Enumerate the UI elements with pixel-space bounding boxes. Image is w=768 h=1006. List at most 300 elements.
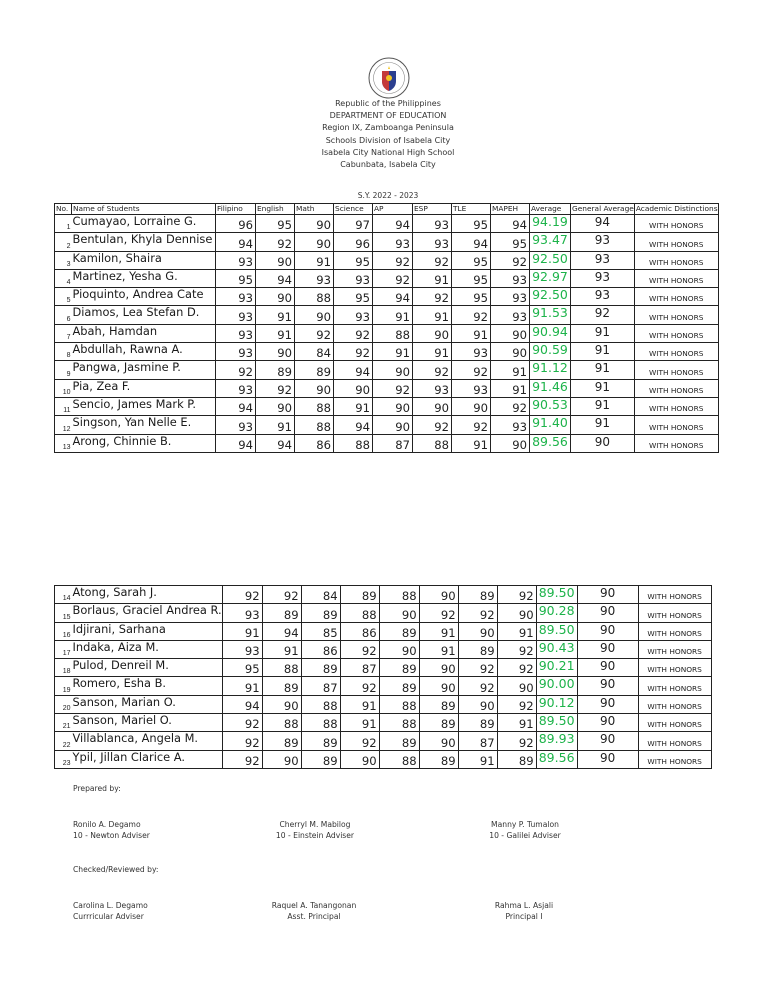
- grade-mapeh: 92: [497, 640, 536, 658]
- average-value: 91.40: [530, 416, 571, 434]
- table-row: [55, 215, 719, 233]
- grade-mapeh: 95: [491, 233, 530, 251]
- grade-tle: 89: [458, 714, 497, 732]
- grade-math: 90: [295, 215, 334, 233]
- grade-math: 84: [295, 343, 334, 361]
- grade-mapeh: 90: [491, 324, 530, 342]
- general-average-value: 90: [577, 732, 638, 750]
- grade-mapeh: 91: [491, 379, 530, 397]
- general-average-value: 91: [571, 361, 635, 379]
- grade-filipino: 94: [222, 695, 262, 713]
- table-body-page2: [55, 586, 712, 769]
- average-value: 90.53: [530, 397, 571, 415]
- distinction-label: WITH HONORS: [634, 379, 718, 397]
- general-average-value: 90: [577, 622, 638, 640]
- col-header-ap: AP: [373, 204, 413, 215]
- grade-science: 94: [334, 416, 373, 434]
- table-row: [55, 251, 719, 269]
- general-average-value: 91: [571, 397, 635, 415]
- grade-ap: 91: [373, 306, 413, 324]
- col-header-math: Math: [295, 204, 334, 215]
- grade-mapeh: 92: [497, 732, 536, 750]
- table-row: [55, 677, 712, 695]
- student-name: Abdullah, Rawna A.: [72, 343, 216, 361]
- grade-esp: 90: [419, 659, 458, 677]
- col-header-english: English: [256, 204, 295, 215]
- grade-science: 91: [334, 397, 373, 415]
- signatory-role: Asst. Principal: [287, 912, 341, 921]
- table-row: [55, 714, 712, 732]
- table-row: [55, 640, 712, 658]
- student-number: 23: [55, 750, 72, 768]
- grade-english: 90: [256, 288, 295, 306]
- table-row: [55, 397, 719, 415]
- grade-english: 94: [256, 434, 295, 452]
- grade-math: 88: [295, 416, 334, 434]
- col-header-no: No.: [55, 204, 72, 215]
- grade-filipino: 93: [216, 343, 256, 361]
- average-value: 89.50: [536, 586, 577, 604]
- grade-math: 88: [295, 397, 334, 415]
- grade-english: 94: [262, 622, 301, 640]
- grade-tle: 95: [452, 215, 491, 233]
- distinction-label: WITH HONORS: [638, 750, 711, 768]
- grade-mapeh: 90: [491, 434, 530, 452]
- grade-english: 91: [256, 416, 295, 434]
- grade-esp: 91: [419, 622, 458, 640]
- general-average-value: 92: [571, 306, 635, 324]
- grade-tle: 90: [458, 622, 497, 640]
- student-number: 3: [55, 251, 72, 269]
- student-number: 19: [55, 677, 72, 695]
- student-name: Cumayao, Lorraine G.: [72, 215, 216, 233]
- table-row: [55, 324, 719, 342]
- signatory-einstein-adviser: [255, 819, 375, 841]
- grade-esp: 90: [413, 324, 452, 342]
- col-header-general-average: General Average: [572, 204, 634, 213]
- grade-english: 94: [256, 269, 295, 287]
- grade-math: 92: [295, 324, 334, 342]
- grade-math: 88: [301, 714, 340, 732]
- grade-math: 87: [301, 677, 340, 695]
- grade-ap: 88: [379, 695, 419, 713]
- grade-english: 88: [262, 714, 301, 732]
- signatory-principal: [464, 900, 584, 922]
- grade-tle: 90: [452, 397, 491, 415]
- distinction-label: WITH HONORS: [638, 677, 711, 695]
- student-number: 15: [55, 604, 72, 622]
- grade-math: 89: [301, 659, 340, 677]
- grade-science: 89: [340, 586, 379, 604]
- grade-filipino: 91: [222, 622, 262, 640]
- grade-science: 94: [334, 361, 373, 379]
- grade-math: 89: [301, 732, 340, 750]
- grade-filipino: 93: [216, 306, 256, 324]
- grade-mapeh: 93: [491, 269, 530, 287]
- grade-tle: 95: [452, 269, 491, 287]
- table-row: [55, 434, 719, 452]
- grade-esp: 89: [419, 750, 458, 768]
- grade-math: 90: [295, 379, 334, 397]
- grade-esp: 92: [413, 288, 452, 306]
- distinction-label: WITH HONORS: [634, 215, 718, 233]
- grade-tle: 93: [452, 343, 491, 361]
- grade-esp: 91: [419, 640, 458, 658]
- table-row: [55, 622, 712, 640]
- grade-math: 86: [301, 640, 340, 658]
- student-number: 12: [55, 416, 72, 434]
- grade-mapeh: 91: [491, 361, 530, 379]
- table-row: [55, 750, 712, 768]
- average-value: 90.59: [530, 343, 571, 361]
- grade-english: 92: [256, 379, 295, 397]
- grade-math: 84: [301, 586, 340, 604]
- grade-tle: 95: [452, 288, 491, 306]
- grade-science: 88: [334, 434, 373, 452]
- grade-esp: 90: [419, 677, 458, 695]
- average-value: 89.56: [536, 750, 577, 768]
- average-value: 91.46: [530, 379, 571, 397]
- average-value: 90.43: [536, 640, 577, 658]
- grade-ap: 90: [379, 604, 419, 622]
- average-value: 90.00: [536, 677, 577, 695]
- grade-english: 91: [256, 324, 295, 342]
- grade-mapeh: 90: [491, 343, 530, 361]
- grade-math: 85: [301, 622, 340, 640]
- average-value: 90.94: [530, 324, 571, 342]
- grade-tle: 87: [458, 732, 497, 750]
- signatory-newton-adviser: [73, 819, 150, 841]
- student-number: 18: [55, 659, 72, 677]
- table-row: [55, 343, 719, 361]
- student-number: 1: [55, 215, 72, 233]
- prepared-by-label: Prepared by:: [73, 784, 121, 793]
- table-row: [55, 288, 719, 306]
- student-name: Idjirani, Sarhana: [72, 622, 223, 640]
- signatory-name: Rahma L. Asjali: [494, 901, 554, 910]
- grade-english: 92: [256, 233, 295, 251]
- average-value: 90.12: [536, 695, 577, 713]
- grade-math: 89: [295, 361, 334, 379]
- grade-ap: 92: [373, 269, 413, 287]
- grade-science: 90: [334, 379, 373, 397]
- grade-esp: 91: [413, 306, 452, 324]
- signatory-name: Manny P. Tumalon: [491, 820, 559, 829]
- grade-filipino: 92: [216, 361, 256, 379]
- average-value: 90.28: [536, 604, 577, 622]
- student-number: 16: [55, 622, 72, 640]
- grade-english: 90: [256, 397, 295, 415]
- grade-ap: 89: [379, 659, 419, 677]
- grade-esp: 92: [413, 251, 452, 269]
- table-row: [55, 306, 719, 324]
- grade-filipino: 93: [222, 640, 262, 658]
- letterhead-line: Schools Division of Isabela City: [325, 135, 451, 145]
- grade-science: 92: [334, 324, 373, 342]
- table-row: [55, 659, 712, 677]
- grade-filipino: 91: [222, 677, 262, 695]
- student-number: 20: [55, 695, 72, 713]
- grade-mapeh: 89: [497, 750, 536, 768]
- grade-math: 88: [301, 695, 340, 713]
- grade-ap: 92: [373, 379, 413, 397]
- general-average-value: 91: [571, 343, 635, 361]
- grade-science: 93: [334, 269, 373, 287]
- distinction-label: WITH HONORS: [638, 732, 711, 750]
- distinction-label: WITH HONORS: [638, 659, 711, 677]
- table-row: [55, 379, 719, 397]
- grade-esp: 93: [413, 379, 452, 397]
- general-average-value: 90: [571, 434, 635, 452]
- student-number: 5: [55, 288, 72, 306]
- grade-english: 91: [262, 640, 301, 658]
- grade-math: 89: [301, 750, 340, 768]
- table-row: [55, 269, 719, 287]
- grade-math: 86: [295, 434, 334, 452]
- average-value: 92.97: [530, 269, 571, 287]
- honors-table-page2: [54, 585, 712, 769]
- grade-science: 92: [334, 343, 373, 361]
- signatory-role: 10 - Newton Adviser: [73, 831, 150, 840]
- average-value: 89.93: [536, 732, 577, 750]
- grade-english: 91: [256, 306, 295, 324]
- student-number: 11: [55, 397, 72, 415]
- grade-ap: 89: [379, 732, 419, 750]
- general-average-value: 90: [577, 677, 638, 695]
- grade-esp: 91: [413, 343, 452, 361]
- student-name: Pulod, Denreil M.: [72, 659, 223, 677]
- grade-ap: 92: [373, 251, 413, 269]
- grade-mapeh: 93: [491, 288, 530, 306]
- student-name: Sanson, Marian O.: [72, 695, 223, 713]
- letterhead: [0, 98, 768, 171]
- grade-science: 91: [340, 695, 379, 713]
- student-name: Sanson, Mariel O.: [72, 714, 223, 732]
- table-row: [55, 416, 719, 434]
- signatory-name: Carolina L. Degamo: [73, 901, 148, 910]
- general-average-value: 93: [571, 233, 635, 251]
- distinction-label: WITH HONORS: [634, 343, 718, 361]
- grade-mapeh: 92: [497, 659, 536, 677]
- grade-science: 95: [334, 288, 373, 306]
- student-name: Ypil, Jillan Clarice A.: [72, 750, 223, 768]
- distinction-label: WITH HONORS: [634, 416, 718, 434]
- grade-filipino: 94: [216, 233, 256, 251]
- signatory-role: Currricular Adviser: [73, 912, 144, 921]
- general-average-value: 91: [571, 379, 635, 397]
- grade-ap: 91: [373, 343, 413, 361]
- grade-esp: 89: [419, 714, 458, 732]
- student-name: Kamilon, Shaira: [72, 251, 216, 269]
- grade-tle: 92: [452, 361, 491, 379]
- grade-ap: 88: [379, 750, 419, 768]
- grade-esp: 93: [413, 233, 452, 251]
- grade-science: 90: [340, 750, 379, 768]
- student-name: Singson, Yan Nelle E.: [72, 416, 216, 434]
- grade-tle: 91: [452, 434, 491, 452]
- grade-ap: 94: [373, 288, 413, 306]
- student-name: Bentulan, Khyla Dennise: [72, 233, 216, 251]
- grade-ap: 90: [379, 640, 419, 658]
- grade-english: 89: [262, 677, 301, 695]
- general-average-value: 90: [577, 659, 638, 677]
- grade-mapeh: 92: [497, 586, 536, 604]
- distinction-label: WITH HONORS: [638, 695, 711, 713]
- student-number: 7: [55, 324, 72, 342]
- grade-english: 89: [262, 604, 301, 622]
- student-name: Diamos, Lea Stefan D.: [72, 306, 216, 324]
- general-average-value: 91: [571, 416, 635, 434]
- grade-esp: 90: [419, 586, 458, 604]
- grade-math: 88: [295, 288, 334, 306]
- student-number: 4: [55, 269, 72, 287]
- table-row: [55, 361, 719, 379]
- col-header-tle: TLE: [452, 204, 491, 215]
- student-number: 21: [55, 714, 72, 732]
- grade-english: 90: [256, 251, 295, 269]
- grade-filipino: 93: [216, 251, 256, 269]
- grade-ap: 90: [373, 397, 413, 415]
- signatory-role: 10 - Galilei Adviser: [489, 831, 561, 840]
- letterhead-line: Isabela City National High School: [321, 147, 455, 157]
- grade-filipino: 94: [216, 397, 256, 415]
- general-average-value: 90: [577, 750, 638, 768]
- grade-science: 87: [340, 659, 379, 677]
- grade-filipino: 93: [216, 288, 256, 306]
- grade-mapeh: 93: [491, 306, 530, 324]
- grade-english: 90: [262, 750, 301, 768]
- distinction-label: WITH HONORS: [634, 306, 718, 324]
- grade-tle: 92: [452, 306, 491, 324]
- grade-mapeh: 90: [497, 677, 536, 695]
- distinction-label: WITH HONORS: [634, 361, 718, 379]
- grade-esp: 88: [413, 434, 452, 452]
- grade-filipino: 95: [222, 659, 262, 677]
- grade-tle: 94: [452, 233, 491, 251]
- student-number: 17: [55, 640, 72, 658]
- average-value: 94.19: [530, 215, 571, 233]
- grade-ap: 88: [373, 324, 413, 342]
- grade-ap: 87: [373, 434, 413, 452]
- grade-ap: 94: [373, 215, 413, 233]
- grade-esp: 92: [413, 416, 452, 434]
- general-average-value: 93: [571, 288, 635, 306]
- grade-math: 93: [295, 269, 334, 287]
- average-value: 91.53: [530, 306, 571, 324]
- student-number: 9: [55, 361, 72, 379]
- average-value: 90.21: [536, 659, 577, 677]
- general-average-value: 93: [571, 269, 635, 287]
- grade-tle: 93: [452, 379, 491, 397]
- signatory-asst-principal: [254, 900, 374, 922]
- grade-english: 88: [262, 659, 301, 677]
- grade-english: 89: [262, 732, 301, 750]
- grade-ap: 89: [379, 677, 419, 695]
- grade-science: 97: [334, 215, 373, 233]
- distinction-label: WITH HONORS: [638, 604, 711, 622]
- deped-seal-logo: [368, 57, 410, 99]
- grade-math: 90: [295, 306, 334, 324]
- grade-filipino: 92: [222, 732, 262, 750]
- grade-esp: 89: [419, 695, 458, 713]
- grade-science: 95: [334, 251, 373, 269]
- student-number: 6: [55, 306, 72, 324]
- col-header-esp: ESP: [413, 204, 452, 215]
- grade-tle: 89: [458, 640, 497, 658]
- grade-esp: 90: [419, 732, 458, 750]
- student-number: 2: [55, 233, 72, 251]
- reviewed-by-label: Checked/Reviewed by:: [73, 865, 159, 874]
- distinction-label: WITH HONORS: [634, 397, 718, 415]
- grade-tle: 92: [452, 416, 491, 434]
- grade-english: 90: [262, 695, 301, 713]
- grade-mapeh: 92: [491, 397, 530, 415]
- letterhead-line: Republic of the Philippines: [335, 99, 441, 108]
- grade-filipino: 92: [222, 714, 262, 732]
- grade-ap: 90: [373, 361, 413, 379]
- table-row: [55, 233, 719, 251]
- distinction-label: WITH HONORS: [638, 586, 711, 604]
- signatory-curricular-adviser: [73, 900, 148, 922]
- student-number: 14: [55, 586, 72, 604]
- average-value: 92.50: [530, 251, 571, 269]
- average-value: 92.50: [530, 288, 571, 306]
- distinction-label: WITH HONORS: [634, 434, 718, 452]
- student-number: 13: [55, 434, 72, 452]
- distinction-label: WITH HONORS: [638, 640, 711, 658]
- student-number: 22: [55, 732, 72, 750]
- signatory-name: Ronilo A. Degamo: [73, 820, 141, 829]
- signatory-name: Cherryl M. Mabilog: [279, 820, 351, 829]
- grade-esp: 93: [413, 215, 452, 233]
- student-name: Martinez, Yesha G.: [72, 269, 216, 287]
- grade-science: 92: [340, 640, 379, 658]
- general-average-value: 90: [577, 640, 638, 658]
- grade-mapeh: 94: [491, 215, 530, 233]
- table-row: [55, 586, 712, 604]
- grade-ap: 93: [373, 233, 413, 251]
- student-number: 8: [55, 343, 72, 361]
- grade-science: 93: [334, 306, 373, 324]
- distinction-label: WITH HONORS: [634, 233, 718, 251]
- grade-esp: 92: [413, 361, 452, 379]
- grade-mapeh: 90: [497, 604, 536, 622]
- letterhead-line: Cabunbata, Isabela City: [340, 160, 436, 170]
- grade-tle: 91: [458, 750, 497, 768]
- student-name: Romero, Esha B.: [72, 677, 223, 695]
- grade-tle: 91: [452, 324, 491, 342]
- grade-filipino: 95: [216, 269, 256, 287]
- student-name: Villablanca, Angela M.: [72, 732, 223, 750]
- general-average-value: 90: [577, 604, 638, 622]
- distinction-label: WITH HONORS: [634, 324, 718, 342]
- student-name: Pioquinto, Andrea Cate: [72, 288, 216, 306]
- grade-science: 96: [334, 233, 373, 251]
- general-average-value: 93: [571, 251, 635, 269]
- table-row: [55, 732, 712, 750]
- school-year: S.Y. 2022 - 2023: [357, 191, 419, 200]
- grade-tle: 92: [458, 604, 497, 622]
- average-value: 89.50: [536, 622, 577, 640]
- average-value: 93.47: [530, 233, 571, 251]
- grade-esp: 90: [413, 397, 452, 415]
- grade-filipino: 92: [222, 586, 262, 604]
- distinction-label: WITH HONORS: [638, 622, 711, 640]
- table-row: [55, 604, 712, 622]
- grade-filipino: 94: [216, 434, 256, 452]
- col-header-science: Science: [334, 204, 373, 215]
- grade-math: 89: [301, 604, 340, 622]
